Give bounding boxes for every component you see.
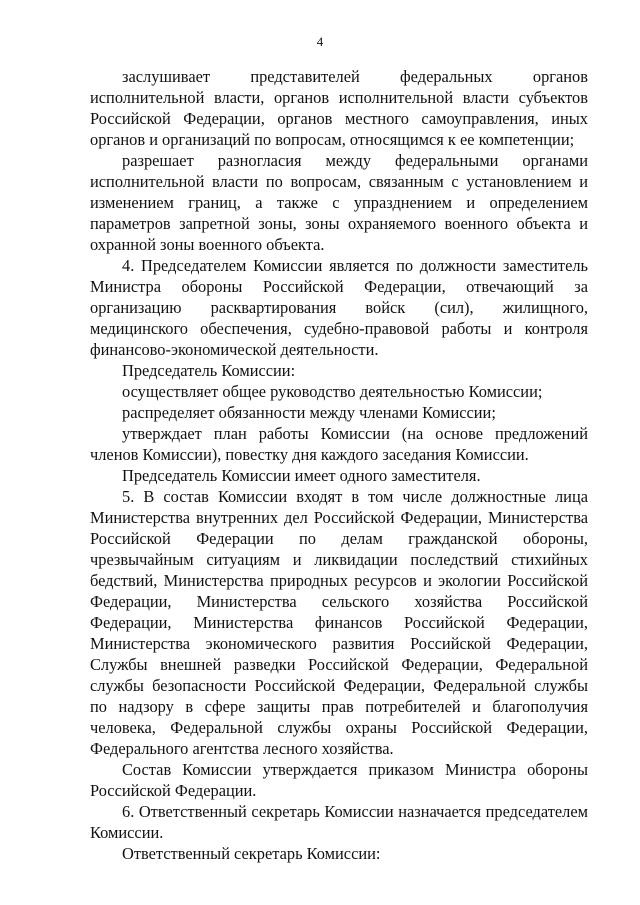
paragraph-secretary-heading: Ответственный секретарь Комиссии: — [122, 844, 381, 863]
paragraph-distribute-duties: распределяет обязанности между членами Комиссии; — [122, 403, 496, 422]
paragraph-item-6-secretary: 6. Ответственный секретарь Комиссии назначается председателем Комиссии. — [90, 802, 588, 842]
page-number: 4 — [316, 34, 324, 49]
paragraph-one-deputy: Председатель Комиссии имеет одного заместителя. — [122, 466, 481, 485]
paragraph-composition-approval: Состав Комиссии утверждается приказом Министра обороны Российской Федерации. — [90, 760, 588, 800]
paragraph-chairman-heading: Председатель Комиссии: — [122, 361, 296, 380]
paragraph-general-management: осуществляет общее руководство деятельностью Комиссии; — [122, 382, 543, 401]
paragraph-item-4-chairman: 4. Председателем Комиссии является по должности заместитель Министра обороны Российской Федерации, отвечающий за организацию расквартирования войск (сил), жилищного, медицинского обеспечения, судебно-правовой работы и контроля финансово-экономической деятельности. — [90, 256, 588, 359]
paragraph-hearing-representatives: заслушивает представителей федеральных органов исполнительной власти, органов исполнительной власти субъектов Российской Федерации, органов местного самоуправления, иных органов и организаций по вопросам, относящимся к ее компетенции; — [90, 67, 588, 149]
paragraph-approve-plan: утверждает план работы Комиссии (на основе предложений членов Комиссии), повестку дня каждого заседания Комиссии. — [90, 424, 588, 464]
document-body — [90, 66, 588, 864]
paragraph-item-5-composition: 5. В состав Комиссии входят в том числе должностные лица Министерства внутренних дел Российской Федерации, Министерства Российской Федерации по делам гражданской обороны, чрезвычайным ситуациям и ликвидации последствий стихийных бедствий, Министерства природных ресурсов и экологии Российской Федерации, Министерства сельского хозяйства Российской Федерации, Министерства финансов Российской Федерации, Министерства экономического развития Российской Федерации, Службы внешней разведки Российской Федерации, Федеральной службы безопасности Российской Федерации, Федеральной службы по надзору в сфере защиты прав потребителей и благополучия человека, Федеральной службы охраны Российской Федерации, Федерального агентства лесного хозяйства. — [90, 487, 588, 758]
paragraph-resolve-disagreements: разрешает разногласия между федеральными органами исполнительной власти по вопросам, связанным с установлением и изменением границ, а также с упразднением и определением параметров запретной зоны, зоны охраняемого военного объекта и охранной зоны военного объекта. — [90, 151, 588, 254]
